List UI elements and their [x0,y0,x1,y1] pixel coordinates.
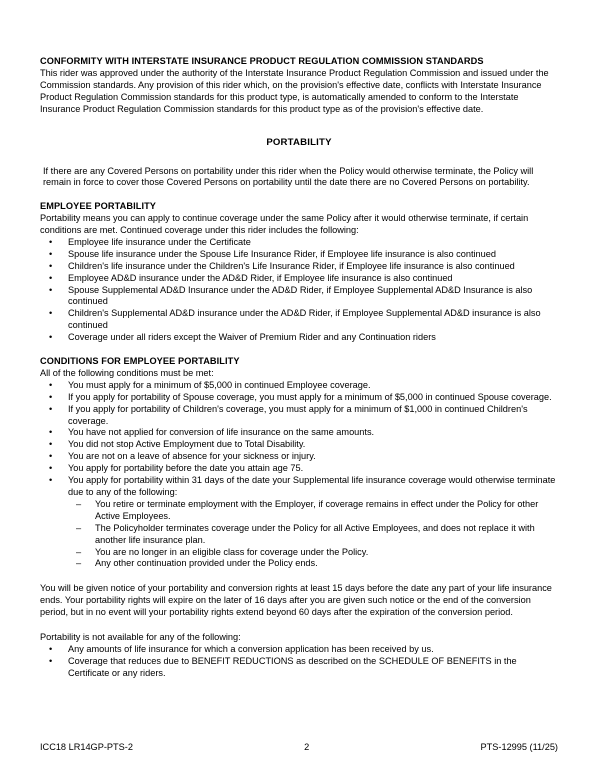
spacer [40,570,558,583]
employee-portability-intro: Portability means you can apply to continue coverage under the same Policy after it would otherwise terminate, if certain conditions are met. Continued coverage under this rider includes the following: [40,213,529,236]
employee-portability-heading: EMPLOYEE PORTABILITY [40,201,157,212]
footer-doc-code: PTS-12995 (11/25) [480,742,558,752]
portability-intro: If there are any Covered Persons on portability under this rider when the Policy would otherwise terminate, the Policy will remain in force to cover those Covered Persons on portability until the date there are no Covered Persons on portability. [43,165,534,188]
list-item [40,644,558,656]
employee-portability-bullet-list [40,237,558,344]
list-item-text: Coverage that reduces due to BENEFIT REDUCTIONS as described on the SCHEDULE OF BENEFITS in the Certificate or any riders. [68,655,517,678]
list-item [40,499,558,523]
dash-icon: – [76,546,82,557]
conditions-intro: All of the following conditions must be met: [40,367,214,378]
list-item-text: Any amounts of life insurance for which a conversion application has been received by us. [68,643,434,654]
list-item-text: Coverage under all riders except the Waiver of Premium Rider and any Continuation riders [68,332,436,343]
dash-icon: – [76,558,82,569]
list-item-text: The Policyholder terminates coverage under the Policy for all Active Employees, and does not replace it with another life insurance plan. [95,522,535,545]
not-available-bullet-list [40,644,558,680]
list-item [40,656,558,680]
spacer [40,149,558,166]
dash-icon: – [76,522,82,533]
list-item-text: If you apply for portability of Children's coverage, you must apply for a minimum of $1,000 in continued Children's coverage. [68,403,528,426]
section-not-available [40,632,558,680]
list-item [40,451,558,463]
list-item-text: Spouse life insurance under the Spouse Life Insurance Rider, if Employee life insurance is also continued [68,248,496,259]
not-available-intro: Portability is not available for any of the following: [40,632,241,643]
list-item [40,392,558,404]
list-item-text: You apply for portability within 31 days of the date your Supplemental life insurance coverage would otherwise terminate due to any of the following: [68,475,556,497]
bullet-icon: • [49,463,53,474]
conformity-heading: CONFORMITY WITH INTERSTATE INSURANCE PRODUCT REGULATION COMMISSION STANDARDS [40,56,484,66]
list-item [40,523,558,547]
list-item [40,558,558,570]
list-item [40,308,558,332]
list-item-text: If you apply for portability of Spouse coverage, you must apply for a minimum of $5,000 in continued Spouse coverage. [68,391,552,402]
list-item [40,463,558,475]
spacer [40,189,558,201]
list-item-text: You have not applied for conversion of life insurance on the same amounts. [68,427,375,438]
list-item-text: Employee AD&D insurance under the AD&D Rider, if Employee life insurance is also continued [68,272,453,283]
list-item [40,439,558,451]
section-notice [40,583,558,619]
conditions-sub-bullet-list [40,499,558,570]
list-item [40,261,558,273]
bullet-icon: • [49,451,53,462]
list-item [40,427,558,439]
bullet-icon: • [49,332,53,343]
list-item [40,237,558,249]
spacer [40,116,558,137]
list-item [40,273,558,285]
list-item-text: Spouse Supplemental AD&D Insurance under the AD&D Rider, if Employee Supplemental AD&D Insurance is also continued [68,284,533,307]
document-body [40,56,558,680]
section-conformity [40,56,558,116]
section-employee-portability [40,201,558,344]
list-item-text: You are no longer in an eligible class for coverage under the Policy. [95,546,369,557]
bullet-icon: • [49,284,53,295]
list-item-text: Any other continuation provided under the Policy ends. [95,558,318,569]
conditions-heading: CONDITIONS FOR EMPLOYEE PORTABILITY [40,356,240,366]
section-conditions [40,356,558,570]
list-item-text: Employee life insurance under the Certificate [68,236,251,247]
bullet-icon: • [49,308,53,319]
list-item [40,547,558,559]
list-item-text: You must apply for a minimum of $5,000 in continued Employee coverage. [68,379,371,390]
dash-icon: – [76,498,82,509]
conditions-bullet-list [40,380,558,499]
bullet-icon: • [49,236,53,247]
section-portability [40,137,558,190]
footer-page-number: 2 [304,742,310,752]
conformity-body: This rider was approved under the authority of the Interstate Insurance Product Regulation Commission and issued under the Commission standards. Any provision of this rider which, on the provision's effective date, conflicts with Interstate Insurance Product Regulation Commission standards for this product type, is automatically amended to conform to the Interstate Insurance Product Regulation Commission standards for this product type as of the provision's effective date. [40,67,549,114]
list-item-text: Children's Supplemental AD&D insurance under the AD&D Rider, if Employee Supplemental AD&D insurance is also continued [68,308,541,331]
bullet-icon: • [49,655,53,666]
list-item-text: Children's life insurance under the Children's Life Insurance Rider, if Employee life insurance is also continued [68,260,515,271]
list-item-text: You did not stop Active Employment due to Total Disability. [68,439,306,450]
bullet-icon: • [49,272,53,283]
list-item [40,404,558,428]
list-item-text: You are not on a leave of absence for your sickness or injury. [68,451,316,462]
list-item [40,285,558,309]
portability-heading: PORTABILITY [266,136,332,148]
bullet-icon: • [49,379,53,390]
bullet-icon: • [49,403,53,414]
bullet-icon: • [49,248,53,259]
bullet-icon: • [49,475,53,486]
list-item [40,332,558,344]
list-item [40,380,558,392]
bullet-icon: • [49,439,53,450]
list-item [40,475,558,499]
bullet-icon: • [49,391,53,402]
page-footer [40,742,558,754]
spacer [40,344,558,356]
list-item-text: You apply for portability before the date you attain age 75. [68,463,304,474]
list-item-text: You retire or terminate employment with the Employer, if coverage remains in effect under the Policy for other Active Employees. [95,498,539,521]
bullet-icon: • [49,643,53,654]
list-item [40,249,558,261]
notice-body: You will be given notice of your portability and conversion rights at least 15 days before the date any part of your life insurance ends. Your portability rights will expire on the later of 16 days after you are given such notice or the end of the conversion period, but in no event will your portability rights extend beyond 60 days after the expiration of the conversion period. [40,583,552,618]
bullet-icon: • [49,260,53,271]
bullet-icon: • [49,427,53,438]
spacer [40,619,558,632]
footer-form-number: ICC18 LR14GP-PTS-2 [40,742,133,752]
